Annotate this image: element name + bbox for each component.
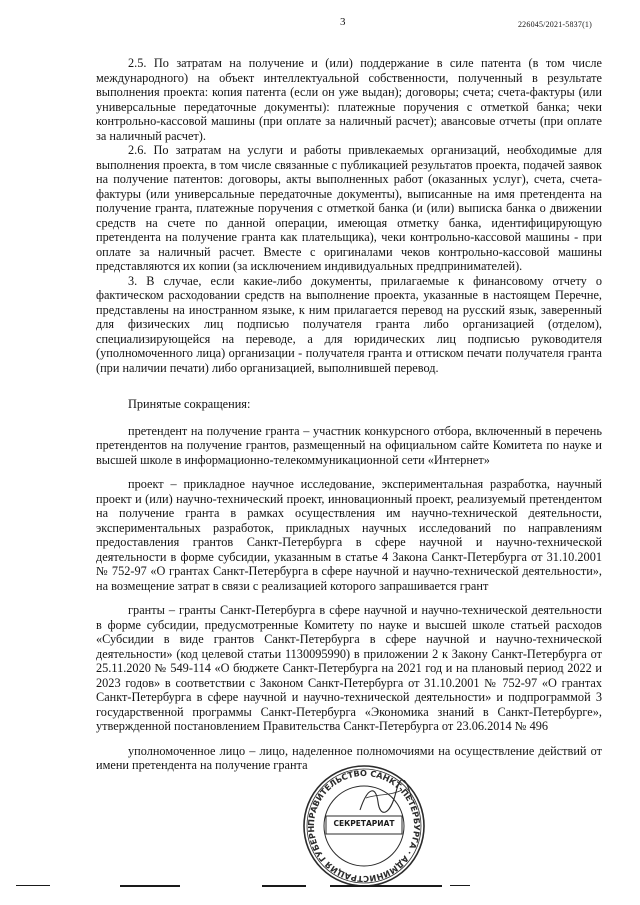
abbreviation-authorized-person: уполномоченное лицо – лицо, наделенное полномочиями на осуществление действий от имени претендента на получение гранта [96, 743, 602, 772]
document-id: 226045/2021-5837(1) [517, 20, 592, 29]
stamp-ring-text: ПРАВИТЕЛЬСТВО САНКТ-ПЕТЕРБУРГА · АДМИНИСТРАЦИЯ ГУБЕРН [305, 767, 423, 885]
footer-line [120, 885, 180, 887]
abbreviations-heading: Принятые сокращения: [128, 397, 251, 411]
paragraph-2-5: 2.5. По затратам на получение и (или) поддержание в силе патента (в том числе международного) на объект интеллектуальной собственности, полученный в результате выполнения проекта: копия патента (если он уже выдан); договоры; счета; счета-фактуры (или универсальные передаточные документы): платежные поручения с отметкой банка; чеки контрольно-кассовой машины (при оплате за наличный расчет); авансовые отчеты (при оплате за наличный расчет). [96, 56, 602, 143]
paragraph-3: 3. В случае, если какие-либо документы, прилагаемые к финансовому отчету о фактическом расходовании средств на выполнение проекта, указанные в настоящем Перечне, представлены на иностранном языке, к ним прилагается перевод на русский язык, заверенный для физических лиц подписью получателя гранта либо организацией (отделом), специализирующейся на переводе, а для юридических лиц подписью руководителя (уполномоченного лица) организации - получателя гранта и оттиском печати получателя гранта (при наличии печати) либо организацией, выполнившей перевод. [96, 273, 602, 375]
footer-line [450, 885, 470, 886]
signature-scribble [356, 780, 416, 820]
abbreviation-applicant: претендент на получение гранта – участник конкурсного отбора, включенный в перечень претендентов на получение грантов, размещенный на официальном сайте Комитета по науке и высшей школе в информационно-телекоммуникационной сети «Интернет» [96, 423, 602, 467]
document-body [96, 56, 602, 773]
abbreviation-project: проект – прикладное научное исследование, экспериментальная разработка, научный проект и (или) научно-технический проект, инновационный проект, реализуемый претендентом на получение гранта в рамках осуществления им научно-технической деятельности, экспериментальных разработок, прикладных научных исследований по направлениям предоставления грантов Санкт-Петербурга в сфере научной и научно-технической деятельности в форме субсидии, указанным в статье 4 Закона Санкт-Петербурга от 31.10.2001 № 752-97 «О грантах Санкт-Петербурга в сфере научной и научно-технической деятельности», на возмещение затрат в связи с реализацией которого запрашивается грант [96, 477, 602, 593]
stamp-label: СЕКРЕТАРИАТ [333, 819, 395, 828]
footer-line [262, 885, 306, 887]
footer-line [330, 885, 442, 887]
page-number: 3 [340, 16, 346, 28]
paragraph-2-6: 2.6. По затратам на услуги и работы привлекаемых организаций, необходимые для выполнения проекта, в том числе связанные с публикацией результатов проекта, подачей заявок на получение патентов: договоры, акты выполненных работ (оказанных услуг), счета, счета-фактуры (или универсальные передаточные документы), выписанные на имя претендента на получение гранта, платежные поручения с отметкой банка (и (или) выписка банка о движении средств на счете по данной операции, имеющая отметку банка, идентифицирующую претендента на получение гранта как плательщика), чеки контрольно-кассовой машины - при оплате за наличный расчет. Вместе с оригиналами чеков контрольно-кассовой машины представляются их копии (за исключением индивидуальных предпринимателей). [96, 143, 602, 273]
footer-line [16, 885, 50, 886]
abbreviation-grants: гранты – гранты Санкт-Петербурга в сфере научной и научно-технической деятельности в форме субсидии, предусмотренные Комитету по науке и высшей школе статьей расходов «Субсидии в виде грантов Санкт-Петербурга в сфере научной и научно-технической деятельности» (код целевой статьи 1130095990) в приложении 2 к Закону Санкт-Петербурга от 25.11.2020 № 549-114 «О бюджете Санкт-Петербурга на 2021 год и на плановый период 2022 и 2023 годов» в соответствии с Законом Санкт-Петербурга от 31.10.2001 № 752-97 «О грантах Санкт-Петербурга в сфере научной и научно-технической деятельности» и подпрограммой 3 государственной программы Санкт-Петербурга «Экономика знаний в Санкт-Петербурге», утвержденной постановлением Правительства Санкт-Петербурга от 23.06.2014 № 496 [96, 603, 602, 733]
